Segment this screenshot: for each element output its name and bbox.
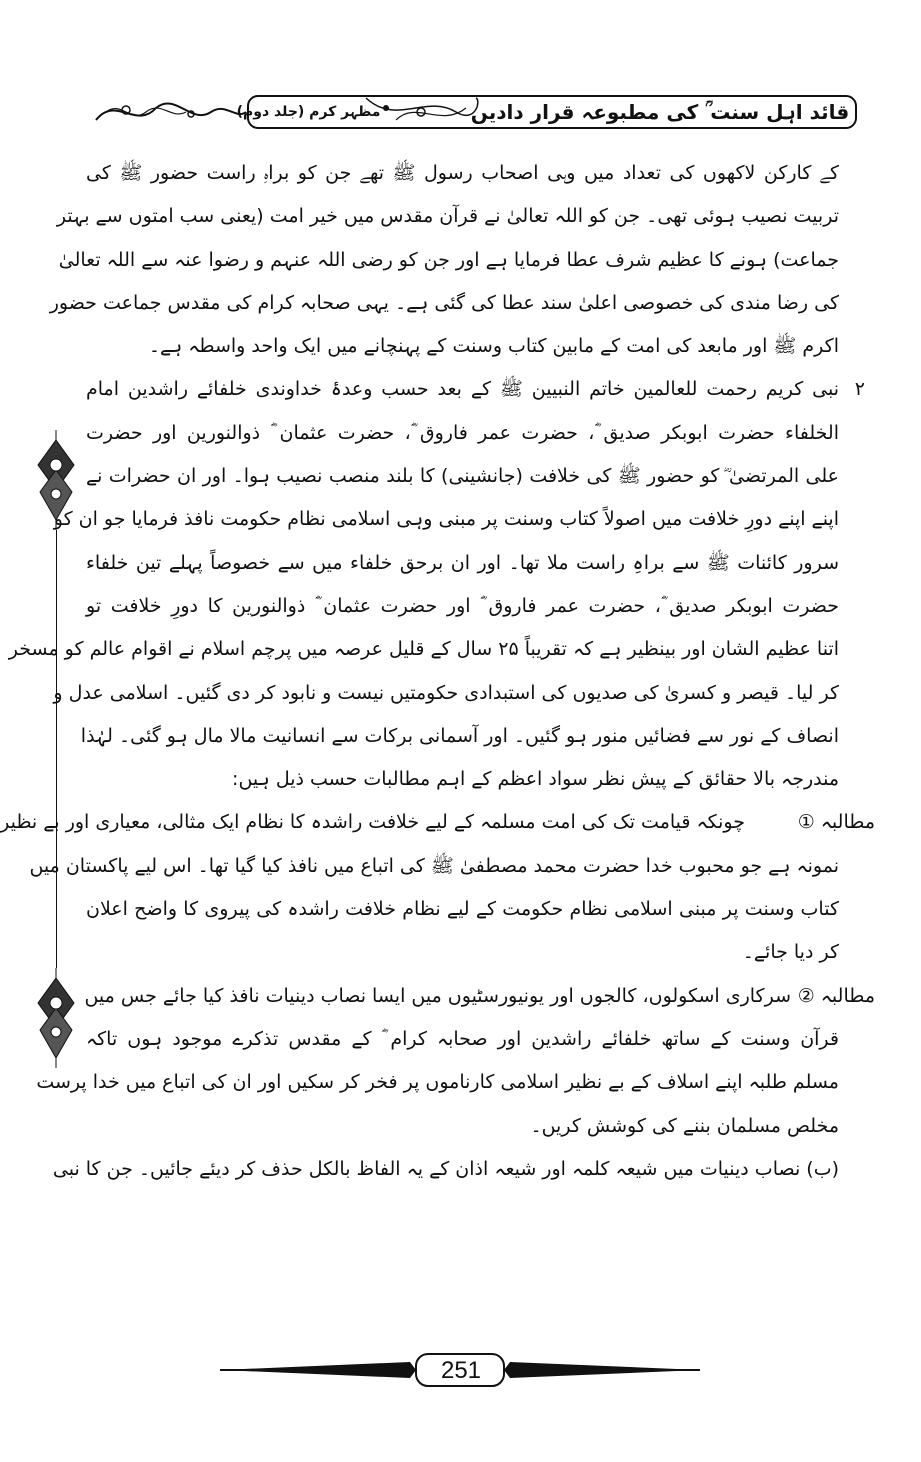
text-line: مسلم طلبہ اپنے اسلاف کے بے نظیر اسلامی کارناموں پر فخر کر سکیں اور ان کی اتباع میں خدا پرست — [36, 1071, 839, 1094]
text-line: سرور کائنات ﷺ سے براہِ راست ملا تھا۔ اور ان برحق خلفاء میں سے خصوصاً پہلے تین خلفاء — [86, 551, 839, 574]
text-line: کر دیا جائے۔ — [742, 941, 839, 964]
text-line: کتاب وسنت پر مبنی اسلامی نظام حکومت کے لیے نظام خلافت راشدہ کی پیروی کا واضح اعلان — [86, 898, 839, 921]
page-number: 251 — [440, 1357, 482, 1384]
text-line: انصاف کے نور سے فضائیں منور ہو گئیں۔ اور آسمانی برکات سے انسانیت مالا مال ہو گئی۔ لہٰذا — [80, 724, 839, 747]
text-line: اپنے اپنے دورِ خلافت میں اصولاً کتاب وسنت پر مبنی وہی اسلامی نظام حکومت نافذ فرمایا جو ان کو — [53, 508, 839, 531]
demand-1-line — [0, 801, 875, 844]
header-title: قائد اہل سنت ؒ کی مطبوعہ قرار دادیں — [470, 100, 850, 124]
text-line: سرکاری اسکولوں، کالجوں اور یونیورسٹیوں میں ایسا نصاب دینیات نافذ کیا جائے جس میں — [84, 984, 791, 1007]
text-line: (ب) نصاب دینیات میں شیعہ کلمہ اور شیعہ اذان کے یہ الفاظ بالکل حذف کر دیئے جائیں۔ جن کا نبی — [52, 1157, 839, 1180]
text-line: تربیت نصیب ہوئی تھی۔ جن کو اللہ تعالیٰ نے قرآن مقدس میں خیر امت (یعنی سب امتوں سے بہتر — [56, 205, 839, 228]
page-body — [0, 152, 875, 1191]
text-line: نمونہ ہے جو محبوب خدا حضرت محمد مصطفیٰ ﷺ کی اتباع میں نافذ کیا گیا تھا۔ اس لیے پاکستان میں — [29, 854, 839, 877]
point-2-line — [86, 368, 865, 411]
text-line: علی المرتضیٰ ؓ کو حضور ﷺ کی خلافت (جانشینی) کا بلند منصب نصیب ہوا۔ اور ان حضرات نے — [86, 465, 839, 488]
text-line: الخلفاء حضرت ابوبکر صدیق ؓ، حضرت عمر فاروق ؓ، حضرت عثمان ؓ ذوالنورین اور حضرت — [86, 421, 839, 444]
side-rule — [56, 530, 57, 968]
text-line: نبی کریم رحمت للعالمین خاتم النبیین ﷺ کے بعد حسب وعدۂ خداوندی خلفائے راشدین امام — [86, 378, 839, 401]
demand-1-label: مطالبہ ① — [797, 811, 875, 834]
demand-2-label: مطالبہ ② — [797, 984, 875, 1007]
text-line: چونکہ قیامت تک کی امت مسلمہ کے لیے خلافت راشدہ کا نظام ایک مثالی، معیاری اور بے نظیر — [0, 811, 745, 834]
text-line: حضرت ابوبکر صدیق ؓ، حضرت عمر فاروق ؓ اور حضرت عثمان ؓ ذوالنورین کا دورِ خلافت تو — [86, 594, 839, 617]
text-line: اتنا عظیم الشان اور بینظیر ہے کہ تقریباً ۲۵ سال کے قلیل عرصہ میں پرچم اسلام نے اقوام عالم کو مسخر — [8, 638, 839, 661]
text-line: مندرجہ بالا حقائق کے پیش نظر سواد اعظم کے اہم مطالبات حسب ذیل ہیں: — [232, 768, 839, 791]
text-line: کی رضا مندی کی خصوصی اعلیٰ سند عطا کی گئی ہے۔ یہی صحابہ کرام کی مقدس جماعت حضور — [49, 291, 839, 314]
header-volume: مظہر کرم (جلد دوم) — [236, 104, 381, 120]
text-line: قرآن وسنت کے ساتھ خلفائے راشدین اور صحابہ کرام ؓ کے مقدس تذکرے موجود ہوں تاکہ — [86, 1027, 839, 1050]
side-ornament-bottom-icon — [34, 968, 78, 1068]
text-line: اکرم ﷺ اور مابعد کی امت کے مابین کتاب وسنت کے پہنچانے میں ایک واحد واسطہ ہے۔ — [148, 335, 839, 358]
text-line: جماعت) ہونے کا عظیم شرف عطا فرمایا ہے اور جن کو رضی اللہ عنہم و رضوا عنہ سے اللہ تعالیٰ — [58, 248, 839, 271]
running-header — [96, 90, 858, 134]
text-line: کر لیا۔ قیصر و کسریٰ کی صدیوں کی استبدادی حکومتیں نیست و نابود کر دی گئیں۔ اسلامی عدل و — [53, 681, 839, 704]
text-line: کے کارکن لاکھوں کی تعداد میں وہی اصحاب رسول ﷺ تھے جن کو براہِ راست حضور ﷺ کی — [86, 162, 839, 184]
demand-2-line — [84, 975, 875, 1018]
point-marker: ۲ — [854, 378, 865, 401]
text-line: مخلص مسلمان بننے کی کوشش کریں۔ — [530, 1114, 839, 1137]
